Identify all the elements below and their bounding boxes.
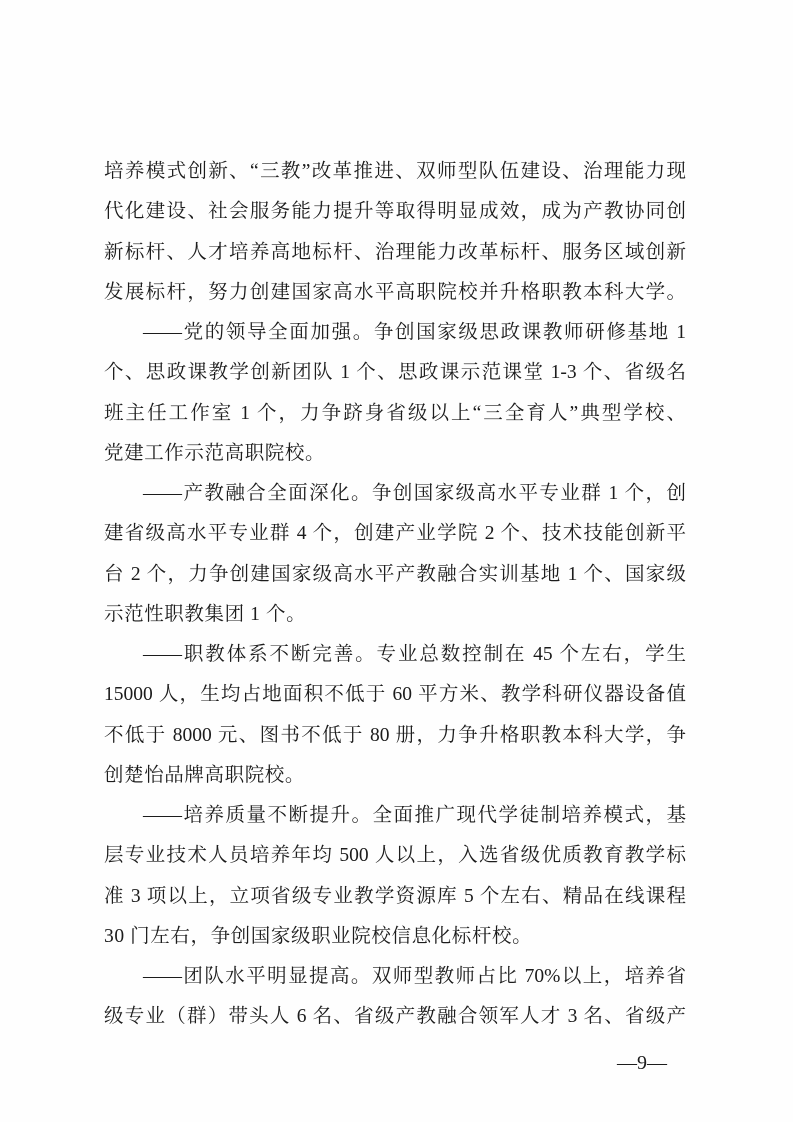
- body-text: [104, 152, 686, 1038]
- text-line: 党建工作示范高职院校。: [104, 442, 326, 464]
- paragraph-heading-party-leadership: ——党的领导全面加强。争创国家级思政课教师研修基地 1: [143, 322, 686, 343]
- paragraph-heading-industry-education: ——产教融合全面深化。争创国家级高水平专业群 1 个，创: [143, 483, 686, 504]
- text-line: 30 门左右，争创国家级职业院校信息化标杆校。: [104, 925, 533, 947]
- text-line: 新标杆、人才培养高地标杆、治理能力改革标杆、服务区域创新: [104, 241, 686, 263]
- paragraph-heading-education-system: ——职教体系不断完善。专业总数控制在 45 个左右，学生: [143, 644, 686, 665]
- text-line: 准 3 项以上，立项省级专业教学资源库 5 个左右、精品在线课程: [104, 885, 686, 907]
- text-line: 不低于 8000 元、图书不低于 80 册，力争升格职教本科大学，争: [104, 724, 686, 746]
- text-line: 代化建设、社会服务能力提升等取得明显成效，成为产教协同创: [104, 201, 686, 223]
- paragraph-heading-team-level: ——团队水平明显提高。双师型教师占比 70%以上，培养省: [143, 966, 686, 987]
- text-line: 台 2 个，力争创建国家级高水平产教融合实训基地 1 个、国家级: [104, 563, 686, 585]
- text-line: 培养模式创新、“三教”改革推进、双师型队伍建设、治理能力现: [104, 161, 686, 182]
- text-line: 建省级高水平专业群 4 个，创建产业学院 2 个、技术技能创新平: [104, 523, 686, 545]
- text-line: 创楚怡品牌高职院校。: [104, 764, 306, 786]
- text-line: 级专业（群）带头人 6 名、省级产教融合领军人才 3 名、省级产: [104, 1006, 686, 1028]
- text-line: 班主任工作室 1 个，力争跻身省级以上“三全育人”典型学校、: [104, 402, 686, 424]
- text-line: 15000 人，生均占地面积不低于 60 平方米、教学科研仪器设备值: [104, 684, 686, 706]
- paragraph-heading-training-quality: ——培养质量不断提升。全面推广现代学徒制培养模式，基: [143, 805, 686, 826]
- text-line: 个、思政课教学创新团队 1 个、思政课示范课堂 1-3 个、省级名: [104, 362, 686, 384]
- text-line: 示范性职教集团 1 个。: [104, 603, 307, 625]
- text-line: 层专业技术人员培养年均 500 人以上，入选省级优质教育教学标: [104, 845, 686, 867]
- page-number: —9—: [617, 1052, 667, 1074]
- text-line: 发展标杆，努力创建国家高水平高职院校并升格职教本科大学。: [104, 281, 686, 303]
